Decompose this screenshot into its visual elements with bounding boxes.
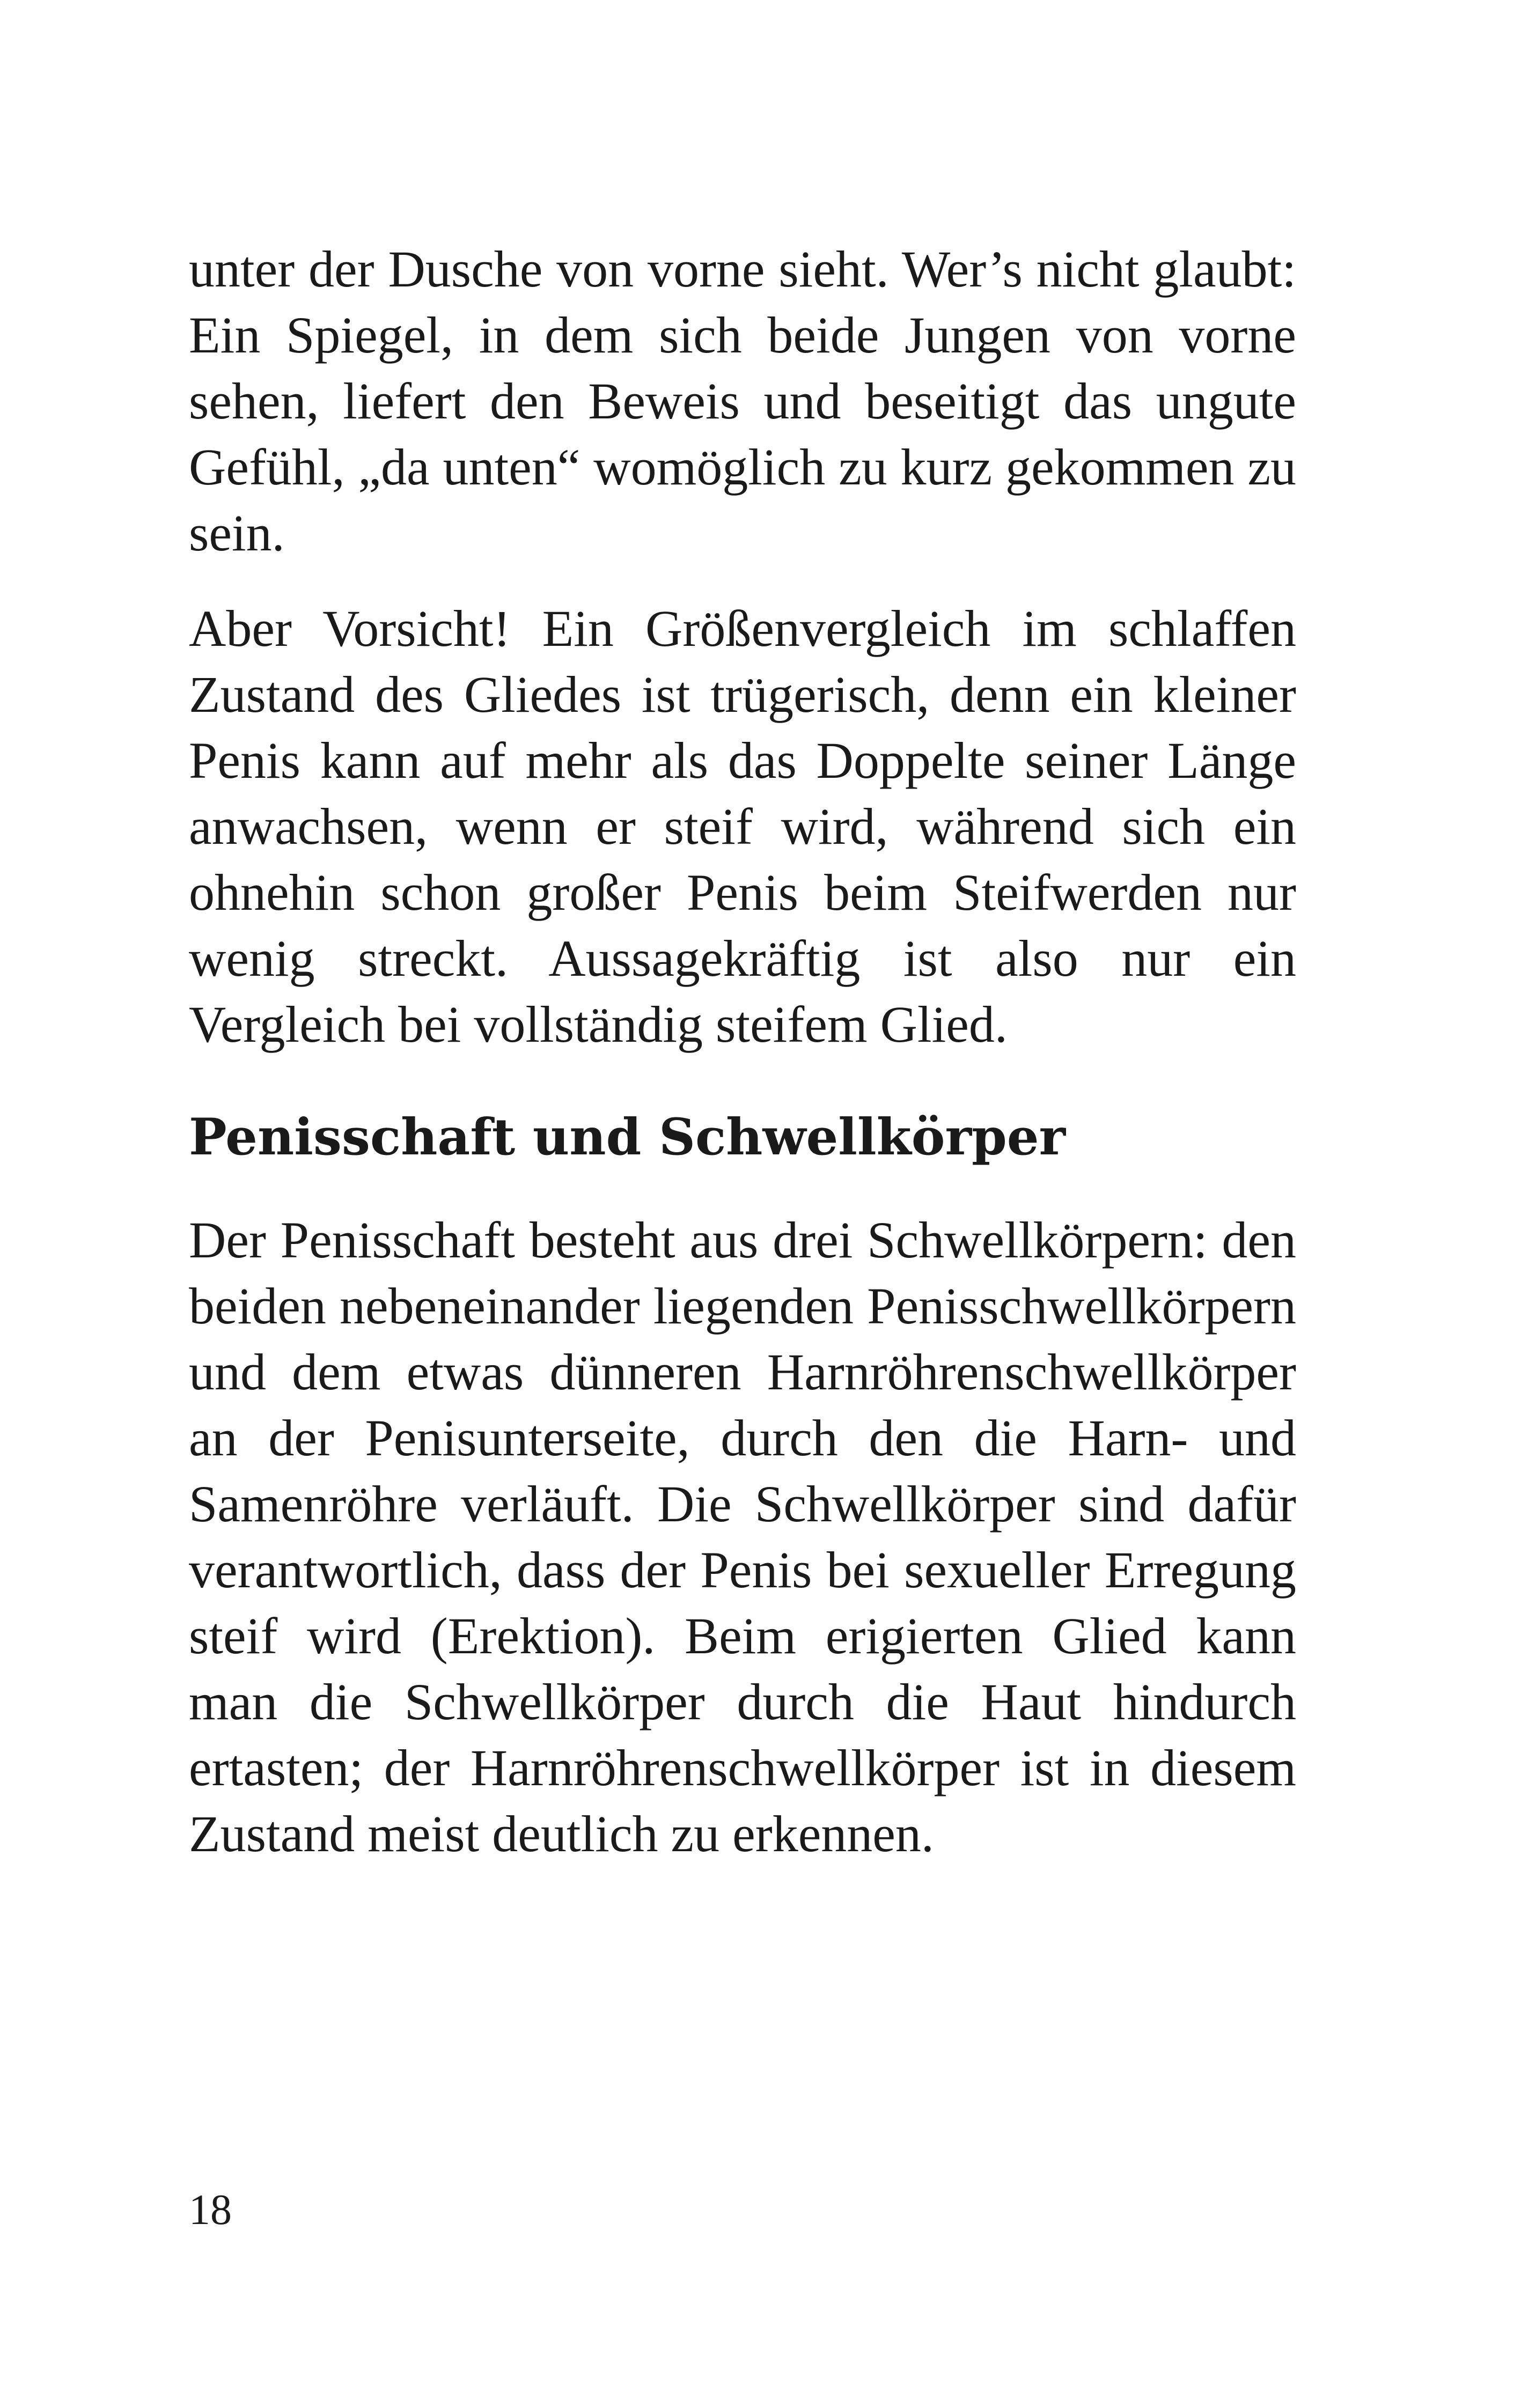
paragraph-2: Aber Vorsicht! Ein Größenvergleich im schlaffen Zustand des Gliedes ist trügerisch, denn ein kleiner Penis kann auf mehr als das Doppelte seiner Länge anwachsen, wenn er steif wird, während sich ein ohnehin schon großer Penis beim Steifwerden nur wenig streckt. Aussagekräftig ist also nur ein Vergleich bei vollständig steifem Glied. bbox=[189, 600, 1296, 1053]
paragraph-3: Der Penisschaft besteht aus drei Schwellkörpern: den beiden nebeneinander liegenden Penisschwellkörpern und dem etwas dünneren Harnröhrenschwellkörper an der Penisunterseite, durch den die Harn- und Samenröhre verläuft. Die Schwellkörper sind dafür verantwortlich, dass der Penis bei sexueller Erregung steif wird (Erektion). Beim erigierten Glied kann man die Schwellkörper durch die Haut hindurch ertasten; der Harnröhrenschwellkörper ist in diesem Zustand meist deutlich zu erkennen. bbox=[189, 1211, 1296, 1862]
section-heading: Penisschaft und Schwellkörper bbox=[189, 1108, 1066, 1167]
paragraph-1: unter der Dusche von vorne sieht. Wer’s nicht glaubt: Ein Spiegel, in dem sich beide Jungen von vorne sehen, liefert den Beweis und beseitigt das ungute Gefühl, „da unten“ womöglich zu kurz gekommen zu sein. bbox=[189, 240, 1296, 562]
page-number: 18 bbox=[189, 2186, 232, 2234]
